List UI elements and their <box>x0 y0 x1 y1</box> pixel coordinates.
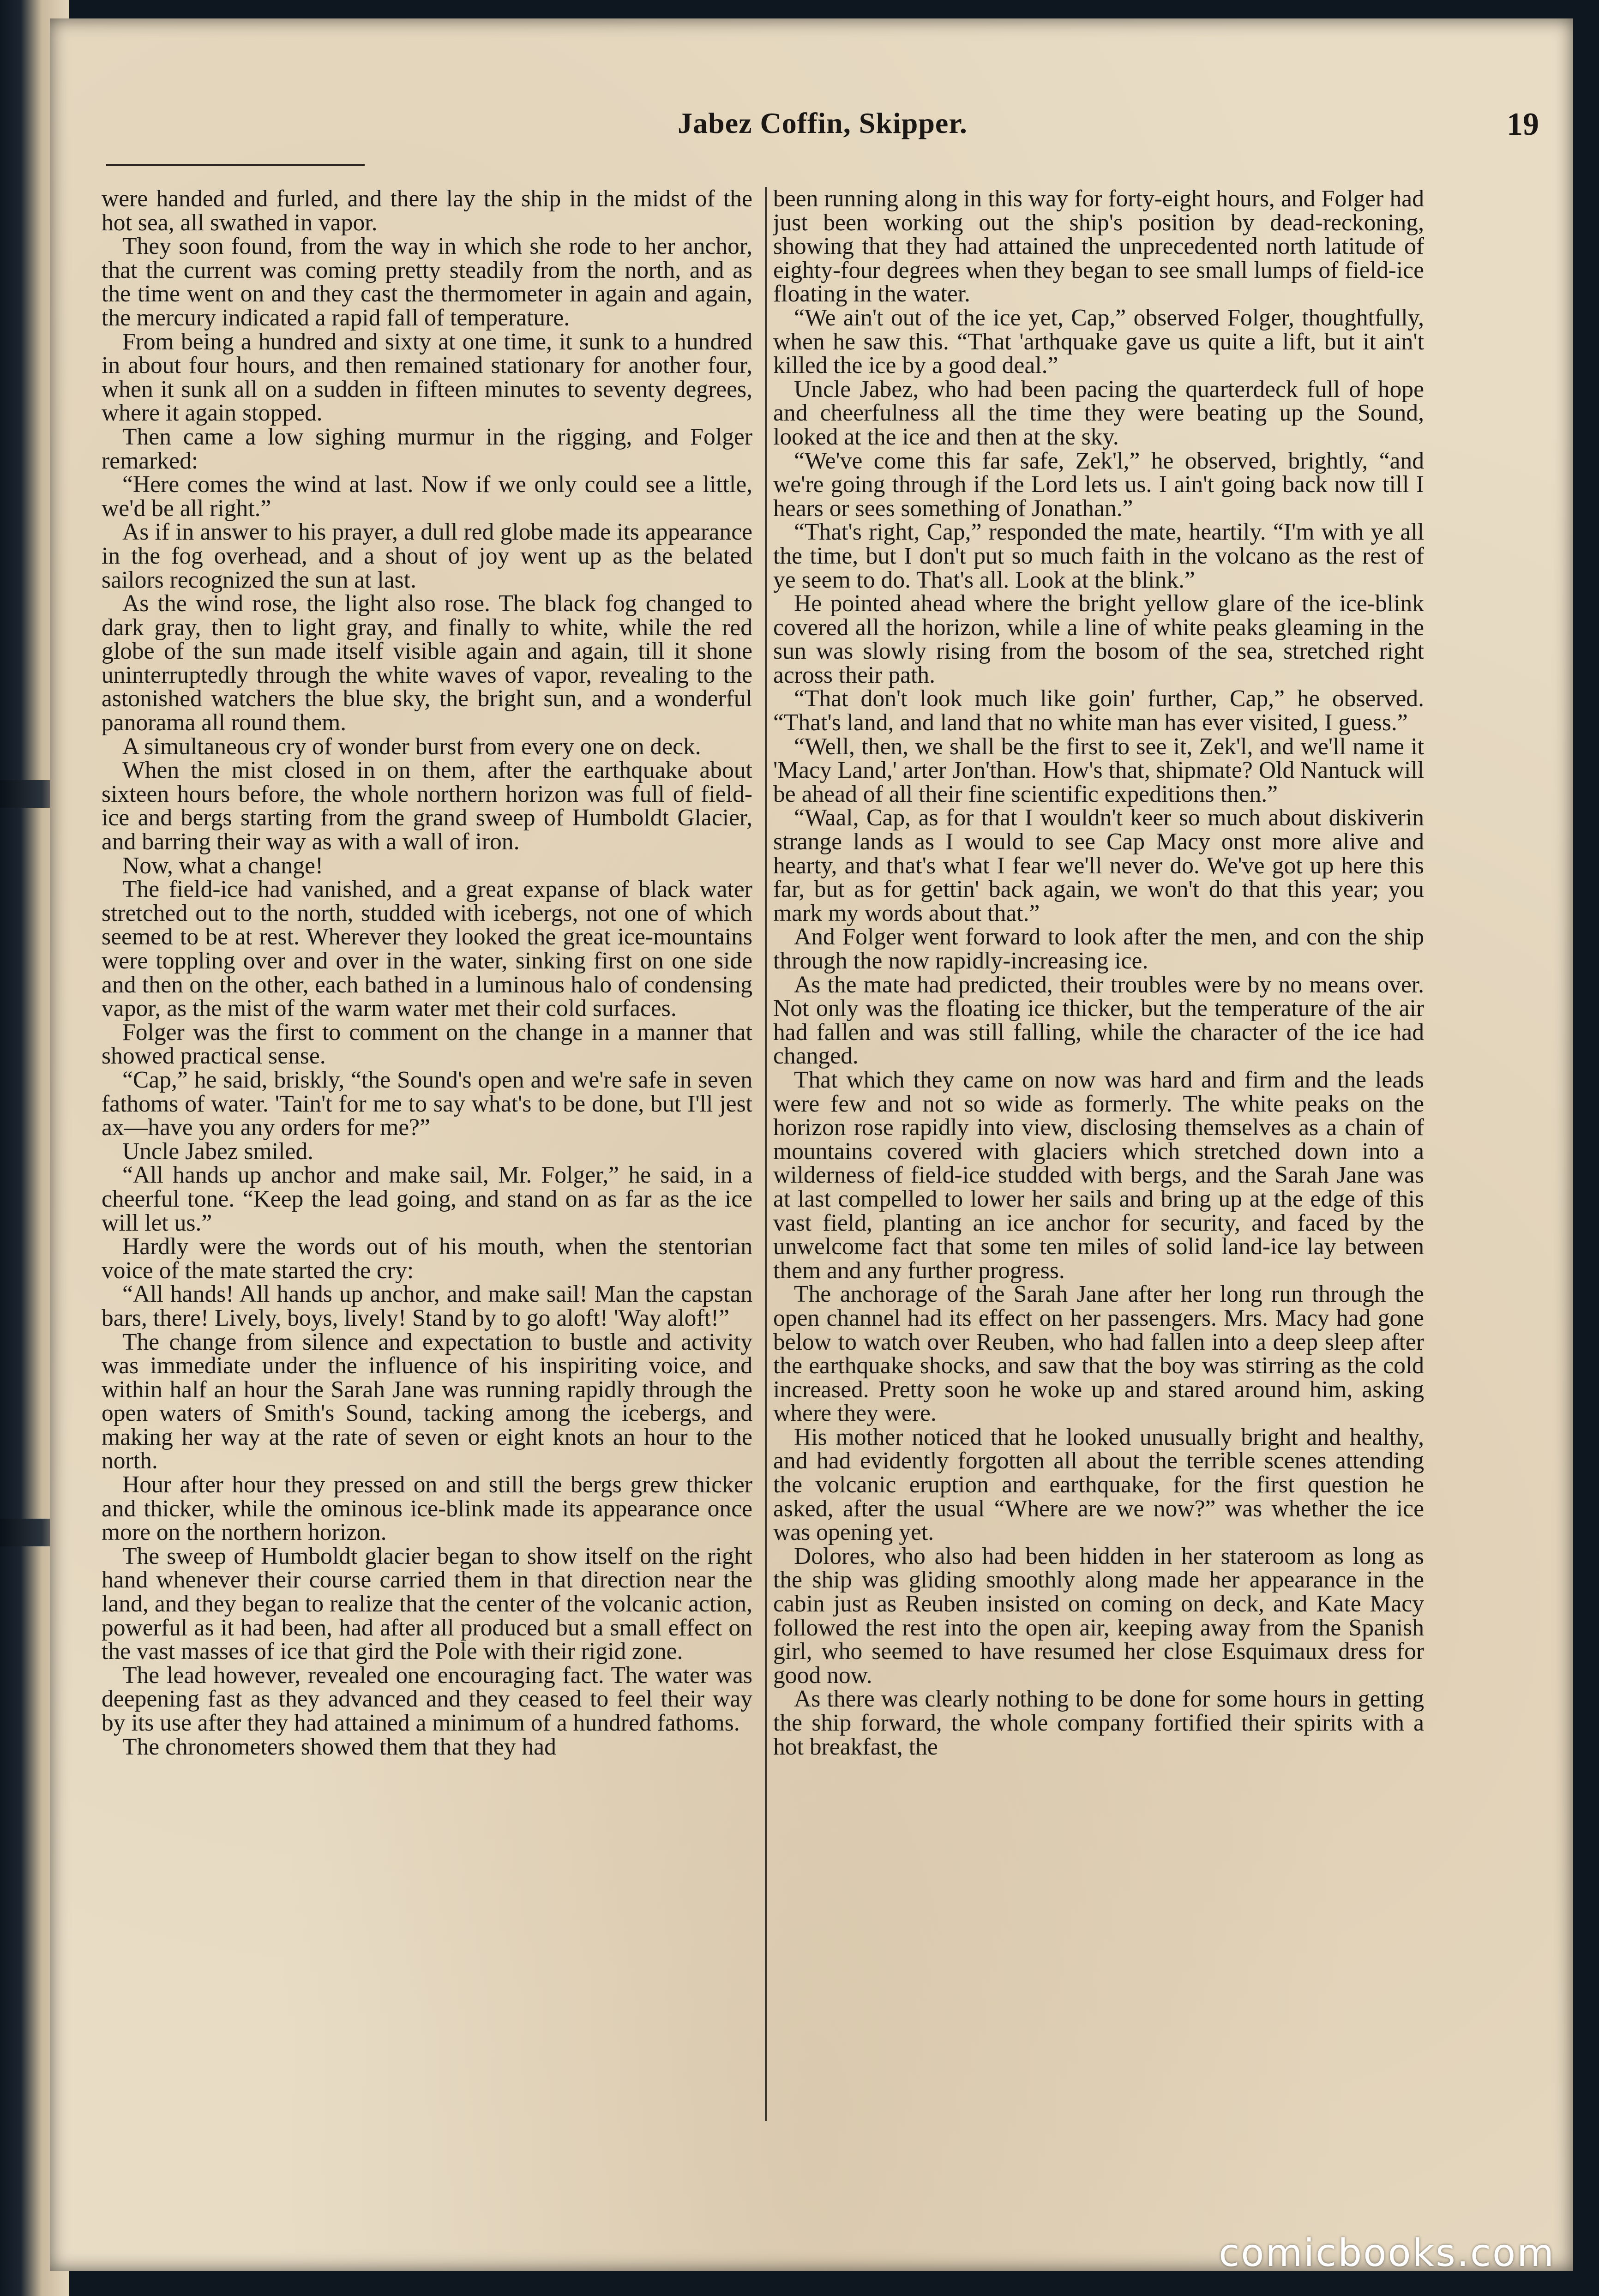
paragraph: His mother noticed that he looked unusually bright and healthy, and had evidently forgotten all about the terrible scenes attending the volcanic eruption and earthquake, for the first question he asked, after the usual “Where are we now?” was whether the ice was opening yet. <box>773 1424 1424 1546</box>
site-watermark: comicbooks.com <box>1219 2231 1555 2275</box>
running-header <box>106 106 1539 162</box>
paragraph: Uncle Jabez smiled. <box>122 1138 314 1165</box>
paragraph: And Folger went forward to look after the men, and con the ship through the now rapidly-increasing ice. <box>773 924 1424 974</box>
paragraph: been running along in this way for forty-eight hours, and Folger had just been working out the ship's position by dead-reckoning, showing that they had attained the unprecedented north latitude of eighty-four degrees when they began to see small lumps of field-ice floating in the water. <box>773 187 1424 307</box>
paragraph: “That don't look much like goin' further, Cap,” he observed. “That's land, and land that no white man has ever visited, I guess.” <box>773 685 1424 736</box>
paragraph: Now, what a change! <box>122 852 324 879</box>
paragraph: “Cap,” he said, briskly, “the Sound's open and we're safe in seven fathoms of water. 'Tain't for me to say what's to be done, but I'll jest ax—have you any orders for me?” <box>102 1066 752 1141</box>
paragraph: From being a hundred and sixty at one time, it sunk to a hundred in about four hours, and then remained stationary for another four, when it sunk all on a sudden in fifteen minutes to seventy degrees, where it again stopped. <box>102 328 752 427</box>
paragraph: The chronometers showed them that they had <box>122 1733 556 1760</box>
paragraph: “All hands! All hands up anchor, and make sail! Man the capstan bars, there! Lively, boys, lively! Stand by to go aloft! 'Way aloft!” <box>102 1281 752 1331</box>
column-divider <box>765 187 767 2121</box>
paragraph: When the mist closed in on them, after the earthquake about sixteen hours before, the whole northern horizon was full of field-ice and bergs starting from the grand sweep of Humboldt Glacier, and barring their way as with a wall of iron. <box>102 757 752 855</box>
paragraph: were handed and furled, and there lay the ship in the midst of the hot sea, all swathed in vapor. <box>102 187 752 236</box>
paragraph: Uncle Jabez, who had been pacing the quarterdeck full of hope and cheerfulness all the time they were beating up the Sound, looked at the ice and then at the sky. <box>773 376 1424 450</box>
paragraph: The sweep of Humboldt glacier began to show itself on the right hand whenever their course carried them in that direction near the land, and they began to realize that the center of the volcanic action, powerful as it had been, had after all produced but a small effect on the vast masses of ice that gird the Pole with their rigid zone. <box>102 1543 752 1665</box>
paragraph: A simultaneous cry of wonder burst from every one on deck. <box>122 733 701 760</box>
paragraph: Hour after hour they pressed on and still the bergs grew thicker and thicker, while the ominous ice-blink made its appearance once more on the northern horizon. <box>102 1472 752 1546</box>
paragraph: “We ain't out of the ice yet, Cap,” observed Folger, thoughtfully, when he saw this. “That 'arthquake gave us quite a lift, but it ain't killed the ice by a good deal.” <box>773 304 1424 379</box>
paragraph: Hardly were the words out of his mouth, when the stentorian voice of the mate started the cry: <box>102 1233 752 1284</box>
paragraph: As if in answer to his prayer, a dull red globe made its appearance in the fog overhead, and a shout of joy went up as the belated sailors recognized the sun at last. <box>102 519 752 593</box>
paragraph: The anchorage of the Sarah Jane after her long run through the open channel had its effect on her passengers. Mrs. Macy had gone below to watch over Reuben, who had fallen into a deep sleep after the earthquake shocks, and saw that the boy was stirring as the cold increased. Pretty soon he woke up and stared around him, asking where they were. <box>773 1281 1424 1427</box>
header-rule <box>106 164 365 166</box>
paragraph: “Well, then, we shall be the first to see it, Zek'l, and we'll name it 'Macy Land,' arter Jon'than. How's that, shipmate? Old Nantuck will be ahead of all their fine scientific expeditions then.” <box>773 733 1424 807</box>
paragraph: “Here comes the wind at last. Now if we only could see a little, we'd be all right.” <box>102 471 752 522</box>
paragraph: “We've come this far safe, Zek'l,” he observed, brightly, “and we're going through if the Lord lets us. I ain't going back now till I hears or sees something of Jonathan.” <box>773 447 1424 522</box>
paragraph: The change from silence and expectation to bustle and activity was immediate under the influence of his inspiriting voice, and within half an hour the Sarah Jane was running rapidly through the open waters of Smith's Sound, tacking among the icebergs, and making her way at the rate of seven or eight knots an hour to the north. <box>102 1328 752 1474</box>
paragraph: “Waal, Cap, as for that I wouldn't keer so much about diskiverin strange lands as I would to see Cap Macy onst more alive and hearty, and that's what I fear we'll never do. We've got up here this far, but as for gettin' back again, we won't do that this year; you mark my words about that.” <box>773 805 1424 926</box>
paragraph: That which they came on now was hard and firm and the leads were few and not so wide as formerly. The white peaks on the horizon rose rapidly into view, disclosing themselves as a chain of mountains covered with glaciers which stretched down into a wilderness of field-ice studded with bergs, and the Sarah Jane was at last compelled to lower her sails and bring up at the edge of this vast field, planting an ice anchor for security, and faced by the unwelcome fact that some ten miles of solid land-ice lay between them and any further progress. <box>773 1066 1424 1284</box>
paragraph: Folger was the first to comment on the change in a manner that showed practical sense. <box>102 1019 752 1070</box>
right-column <box>773 187 1424 2121</box>
paragraph: Then came a low sighing murmur in the rigging, and Folger remarked: <box>102 423 752 474</box>
paragraph: The lead however, revealed one encouraging fact. The water was deepening fast as they advanced and they ceased to feel their way by its use after they had attained a minimum of a hundred fathoms. <box>102 1662 752 1736</box>
paragraph: As the mate had predicted, their troubles were by no means over. Not only was the floating ice thicker, but the temperature of the air had fallen and was still falling, while the character of the ice had changed. <box>773 971 1424 1070</box>
paragraph: They soon found, from the way in which she rode to her anchor, that the current was coming pretty steadily from the north, and as the time went on and they cast the thermometer in again and again, the mercury indicated a rapid fall of temperature. <box>102 233 752 331</box>
paragraph: The field-ice had vanished, and a great expanse of black water stretched out to the north, studded with icebergs, not one of which seemed to be at rest. Wherever they looked the great ice-mountains were toppling over and over in the water, sinking first on one side and then on the other, each bathed in a luminous halo of condensing vapor, as the mist of the warm water met their cold surfaces. <box>102 876 752 1022</box>
page-number: 19 <box>1507 107 1539 142</box>
paragraph: He pointed ahead where the bright yellow glare of the ice-blink covered all the horizon, while a line of white peaks gleaming in the sun was slowly rising from the bosom of the sea, stretched right across their path. <box>773 590 1424 688</box>
paragraph: As the wind rose, the light also rose. The black fog changed to dark gray, then to light gray, and finally to white, while the red globe of the sun made itself visible again and again, till it shone uninterruptedly through the white waves of vapor, revealing to the astonished watchers the blue sky, the bright sun, and a wonderful panorama all round them. <box>102 590 752 736</box>
paragraph: As there was clearly nothing to be done for some hours in getting the ship forward, the whole company fortified their spirits with a hot breakfast, the <box>773 1686 1424 1760</box>
running-title: Jabez Coffin, Skipper. <box>678 107 968 139</box>
left-column <box>102 187 752 2121</box>
paragraph: “All hands up anchor and make sail, Mr. Folger,” he said, in a cheerful tone. “Keep the lead going, and stand on as far as the ice will let us.” <box>102 1162 752 1236</box>
paragraph: Dolores, who also had been hidden in her stateroom as long as the ship was gliding smoothly along made her appearance in the cabin just as Reuben insisted on coming on deck, and Kate Macy followed the rest into the open air, keeping away from the Spanish girl, who seemed to have resumed her close Esquimaux dress for good now. <box>773 1543 1424 1689</box>
paragraph: “That's right, Cap,” responded the mate, heartily. “I'm with ye all the time, but I don't put so much faith in the volcano as the rest of ye seem to do. That's all. Look at the blink.” <box>773 519 1424 593</box>
